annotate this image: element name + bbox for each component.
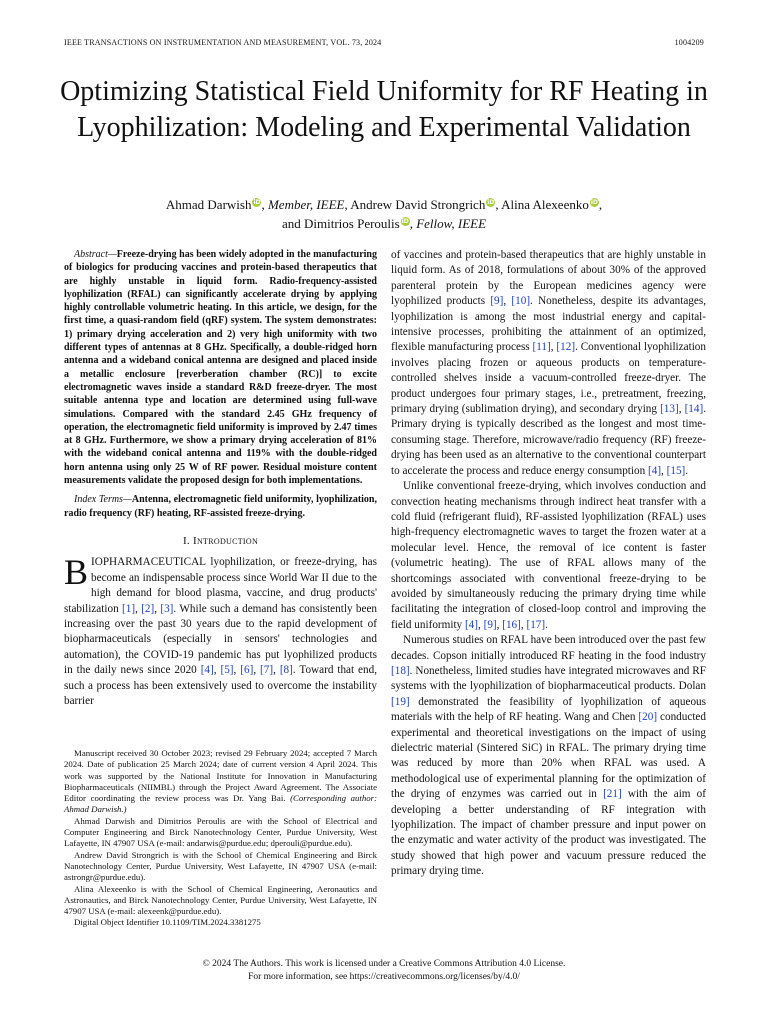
paragraph-text: of vaccines and protein-based therapeutics that are highly unstable in liquid form. As of 2018, formulations of about 30% of the approved parenteral protein by the European medicines agency were lyophilized products [391, 249, 706, 308]
citation-link[interactable]: [10] [511, 295, 531, 308]
citation-link[interactable]: [4] [464, 618, 478, 631]
paragraph-text: . While such a demand has consistently been increasing over the past 30 years due to the rapid development of biopharmaceuticals (especially in sensors' technologies and automation), the COVID-19 pandemic has put lyophilized products in the daily news since 2020 [64, 602, 377, 677]
citation-link[interactable]: [21] [603, 788, 622, 801]
abstract-text: Freeze-drying has been widely adopted in the manufacturing of biologics for producing vaccines and protein-based therapeutics that are highly unstable in liquid form. Radio-frequency-assisted lyophilization (RFAL) can significantly accelerate drying by applying highly controllable volumetric heating. In this article, we design, for the first time, a quasi-random field (qRF) system. The system demonstrates: 1) primary drying acceleration and 2) very high uniformity with two different types of antennas at 8 GHz. Specifically, a double-ridged horn antenna and a wideband conical antenna are designed and placed inside a metallic enclosure [reverberation chamber (RC)] to excite electromagnetic waves inside a standard R&D freeze-dryer. The most suitable antenna type and location are determined using full-wave simulations. Compared with the standard 2.45 GHz frequency of operation, the electromagnetic field uniformity is improved by 2.47 times at 8 GHz. Furthermore, we show a primary drying acceleration of 81% with the wideband conical antenna and 119% with the double-ridged horn antenna using only 25 W of RF power. Residual moisture content measurements validate the proposed design for both implementations. [64, 249, 377, 487]
footnote-doi: Digital Object Identifier 10.1109/TIM.2024.3381275 [74, 917, 261, 928]
footnote-affiliation: Ahmad Darwish and Dimitrios Peroulis are with the School of Electrical and Computer Engineering and Birck Nanotechnology Center, Purdue University, West Lafayette, IN 47907 USA (e-mail: andarwis@purdue.edu; dperouli@purdue.edu). [64, 815, 377, 849]
orcid-icon[interactable]: iD [253, 199, 261, 206]
paragraph-text: . Toward that end, such a process has been extensively used to overcome the instability barrier [64, 664, 378, 707]
citation-link[interactable]: [20] [638, 711, 658, 724]
citation-link[interactable]: [4] [200, 664, 214, 677]
citation-link[interactable]: [7] [260, 664, 274, 677]
dropcap-letter: B [64, 552, 89, 593]
citation-link[interactable]: [16] [502, 618, 521, 631]
journal-name: IEEE TRANSACTIONS ON INSTRUMENTATION AND MEASUREMENT, VOL. 73, 2024 [64, 38, 382, 47]
author-role: Fellow, IEEE [416, 216, 487, 231]
citation-link[interactable]: [4] [648, 464, 662, 477]
right-column [391, 248, 706, 880]
intro-paragraph: BIOPHARMACEUTICAL lyophilization, or freeze-drying, has become an indispensable process since World War II due to the high demand for blood plasma, vaccine, and drug products' stabilization [1], [2], [3]. While such a demand has consistently been increasing over the past 30 years due to the rapid development of biopharmaceuticals (especially in sensors' technologies and automation), the COVID-19 pandemic has put lyophilized products in the daily news since 2020 [4], [5], [6], [7], [8]. Toward that end, such a process has been extensively used to overcome the instability barrier [64, 552, 378, 707]
paragraph-text: lyophilization, or freeze-drying, has become an indispensable process since World War II due to the high demand for blood plasma, vaccine, and drug products' stabilization [64, 556, 377, 615]
body-paragraph: Unlike conventional freeze-drying, which involves conduction and convection heating mechanisms through indirect heat transfer with a cold fluid (refrigerant fluid), RF-assisted lyophilization (RFAL) uses high-frequency electromagnetic waves to target the frozen water at a molecular level. Hence, the removal of ice content is faster (volumetric heating). The use of RFAL allows many of the shortcomings associated with conventional freeze-drying to be avoided by simultaneously reducing the primary drying time while facilitating the integration of closed-loop control and improving the field uniformity [4], [9], [16], [17]. [391, 480, 706, 631]
paragraph-text: . [545, 618, 548, 631]
citation-link[interactable]: [1] [122, 602, 136, 615]
author-conjunction: and [281, 216, 301, 231]
citation-link[interactable]: [2] [141, 602, 155, 615]
running-header [64, 38, 704, 50]
first-word: IOPHARMACEUTICAL [91, 556, 206, 569]
index-terms-label: Index Terms— [74, 494, 132, 506]
paragraph-text: . Primary drying is typically described as the longest and most time-consuming stage. Therefore, microwave/radio frequency (RF) freeze-drying has been used as an alternative to the conventional counterpart to accelerate the process and reduce energy consumption [391, 403, 706, 477]
citation-link[interactable]: [6] [240, 664, 254, 677]
citation-link[interactable]: [14] [684, 403, 704, 416]
license-line: © 2024 The Authors. This work is licensed under a Creative Commons Attribution 4.0 License. [202, 959, 566, 969]
abstract-label: Abstract— [74, 249, 117, 260]
corresponding-author: (Corresponding author: Ahmad Darwish.) [64, 793, 378, 815]
author-role: Member, IEEE [267, 197, 345, 212]
section-heading [64, 534, 377, 549]
citation-link[interactable]: [11] [532, 341, 551, 354]
citation-link[interactable]: [18] [391, 664, 410, 677]
citation-link[interactable]: [19] [391, 695, 410, 708]
body-paragraph [391, 633, 706, 880]
paragraph-text: with the aim of developing a better understanding of RF integration with lyophilization. The impact of chamber pressure and input power on the enzymatic and water activity of the product was investigated. The study showed that high power and vacuum pressure reduced the primary drying time. [391, 788, 706, 878]
license-link[interactable]: For more information, see https://creativecommons.org/licenses/by/4.0/ [248, 972, 520, 982]
author-name: Dimitrios Peroulis [304, 216, 400, 231]
paper-title: Optimizing Statistical Field Uniformity for RF Heating in Lyophilization: Modeling and Experimental Validation [60, 76, 708, 143]
section-numeral: I. [182, 534, 190, 547]
citation-link[interactable]: [15] [666, 464, 686, 477]
citation-link[interactable]: [9] [483, 618, 497, 631]
citation-link[interactable]: [17] [526, 618, 546, 631]
footnote-manuscript [64, 748, 377, 816]
author-list: Ahmad Darwish iD, Member, IEEE, Andrew David Strongrich iD, Alina Alexeenko iD, and Dimitrios Peroulis iD, Fellow, IEEE [165, 197, 603, 231]
orcid-icon[interactable]: iD [401, 218, 409, 225]
footnote-affiliation: Andrew David Strongrich is with the School of Chemical Engineering and Birck Nanotechnology Center, Purdue University, West Lafayette, IN 47907 USA (e-mail: astrongr@purdue.edu). [64, 849, 377, 883]
author-name: Ahmad Darwish [165, 197, 252, 212]
left-column [64, 248, 377, 709]
paragraph-text: . [685, 464, 689, 477]
author-name: Alina Alexeenko [501, 197, 589, 212]
citation-link[interactable]: [8] [279, 664, 293, 677]
paragraph-text: . Nonetheless, despite its advantages, lyophilization is among the most industrial energy and capital-intensive processes, prohibiting the attainment of an optimized, flexible manufacturing process [391, 295, 706, 354]
paragraph-text: . Conventional lyophilization involves placing frozen or aqueous products on temperature-controlled shelves inside a vacuum-controlled freeze-dryer. The product undergoes four primary stages, i.e., pretreatment, freezing, primary drying (sublimation drying), and secondary drying [391, 341, 706, 416]
orcid-icon[interactable]: iD [590, 199, 598, 206]
orcid-icon[interactable]: iD [487, 199, 495, 206]
paragraph-text: conducted experimental and theoretical investigations on the impact of using dielectric material (Sintered SiC) in RFAL. The primary drying time was reduced by more than 20% when RFAL was used. A methodological use of experimental planning for the optimization of the drying of enzymes was carried out in [391, 711, 706, 801]
abstract [64, 248, 377, 487]
section-title: Introduction [193, 534, 259, 547]
paragraph-text: demonstrated the feasibility of lyophilization of aqueous materials with the help of RF heating. Wang and Chen [391, 695, 706, 724]
footnotes [64, 748, 377, 929]
body-paragraph: of vaccines and protein-based therapeutics that are highly unstable in liquid form. As of 2018, formulations of about 30% of the approved parenteral protein by the European medicines agency were lyophilized products [9], [10]. Nonetheless, despite its advantages, lyophilization is among the most industrial energy and capital-intensive processes, prohibiting the attainment of an optimized, flexible manufacturing process [11], [12]. Conventional lyophilization involves placing frozen or aqueous products on temperature-controlled shelves inside a vacuum-controlled freeze-dryer. The product undergoes four primary stages, i.e., pretreatment, freezing, primary drying (sublimation drying), and secondary drying [13], [14]. Primary drying is typically described as the longest and most time-consuming stage. Therefore, microwave/radio frequency (RF) freeze-drying has been used as an alternative to the conventional counterpart to accelerate the process and reduce energy consumption [4], [15]. [391, 249, 706, 477]
index-terms-text: Antenna, electromagnetic field uniformity, lyophilization, radio frequency (RF) heating, RF-assisted freeze-drying. [64, 494, 377, 519]
citation-link[interactable]: [3] [160, 602, 174, 615]
license-notice [0, 958, 768, 984]
page-number: 1004209 [674, 38, 704, 47]
paragraph-text: Numerous studies on RFAL have been introduced over the past few decades. Copson initially introduced RF heating in the food industry [391, 634, 706, 662]
footnote-text: Manuscript received 30 October 2023; revised 29 February 2024; accepted 7 March 2024. Date of publication 25 March 2024; date of current version 4 April 2024. This work was supported by the National Institute for Innovation in Manufacturing Biopharmaceuticals (NIIMBL) through the Project Award Agreement. The Associate Editor coordinating the review process was Dr. Yang Bai. [64, 748, 377, 804]
paragraph-text: . Nonetheless, limited studies have integrated microwaves and RF systems with the lyophilization of biopharmaceutical products. Dolan [391, 664, 706, 693]
citation-link[interactable]: [13] [660, 403, 679, 416]
author-name: Andrew David Strongrich [350, 197, 486, 212]
citation-link[interactable]: [9] [490, 295, 504, 308]
citation-link[interactable]: [5] [220, 664, 234, 677]
footnote-affiliation: Alina Alexeenko is with the School of Chemical Engineering, Aeronautics and Astronautics, and Birck Nanotechnology Center, Purdue University, West Lafayette, IN 47907 USA (e-mail: alexeenk@purdue.edu). [64, 883, 377, 917]
paragraph-text: Unlike conventional freeze-drying, which involves conduction and convection heating mechanisms through indirect heat transfer with a cold fluid (refrigerant fluid), RF-assisted lyophilization (RFAL) uses high-frequency electromagnetic waves to target the frozen water at a molecular level. Hence, the removal of ice content is faster (volumetric heating). The use of RFAL allows many of the shortcomings associated with conventional freeze-drying to be avoided by simultaneously reducing the primary drying time while facilitating the integration of closed-loop control and improving the field uniformity [391, 480, 706, 631]
index-terms [64, 493, 377, 520]
citation-link[interactable]: [12] [556, 341, 576, 354]
